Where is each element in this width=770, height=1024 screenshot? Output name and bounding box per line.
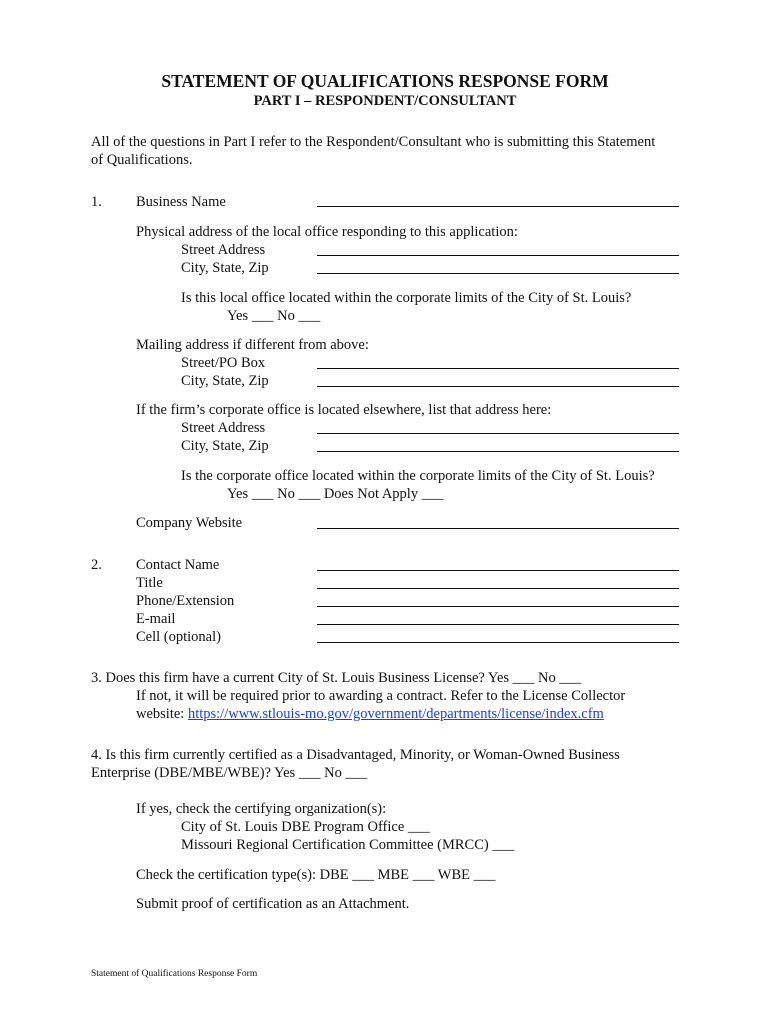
email-field[interactable]: [317, 624, 679, 625]
certification-type-options[interactable]: Check the certification type(s): DBE ___ MBE ___ WBE ___: [136, 867, 496, 883]
phone-extension-label: Phone/Extension: [136, 593, 235, 609]
license-website-line: [136, 705, 604, 723]
local-office-limits-question: Is this local office located within the corporate limits of the City of St. Louis?: [181, 290, 632, 306]
contact-name-label: Contact Name: [136, 557, 220, 573]
corporate-city-state-zip-field[interactable]: [317, 451, 679, 452]
form-title: STATEMENT OF QUALIFICATIONS RESPONSE FORM: [161, 71, 609, 91]
corporate-street-address-label: Street Address: [181, 420, 266, 436]
question-1-number: 1.: [91, 194, 102, 210]
mrcc-option[interactable]: Missouri Regional Certification Committee (MRCC) ___: [181, 837, 515, 853]
cell-label: Cell (optional): [136, 629, 221, 645]
form-subtitle: PART I – RESPONDENT/CONSULTANT: [253, 93, 517, 109]
corporate-city-state-zip-label: City, State, Zip: [181, 438, 269, 454]
corporate-office-heading: If the firm’s corporate office is located elsewhere, list that address here:: [136, 402, 552, 418]
dbe-program-office-option[interactable]: City of St. Louis DBE Program Office ___: [181, 819, 430, 835]
mailing-city-state-zip-field[interactable]: [317, 386, 679, 387]
website-label: website:: [136, 706, 185, 722]
page-footer: Statement of Qualifications Response Form: [91, 969, 258, 979]
street-address-label: Street Address: [181, 242, 266, 258]
corporate-street-address-field[interactable]: [317, 433, 679, 434]
business-name-label: Business Name: [136, 194, 226, 210]
phone-extension-field[interactable]: [317, 606, 679, 607]
company-website-field[interactable]: [317, 528, 679, 529]
city-state-zip-field[interactable]: [317, 273, 679, 274]
mailing-address-heading: Mailing address if different from above:: [136, 337, 369, 353]
contact-name-field[interactable]: [317, 570, 679, 571]
email-label: E-mail: [136, 611, 176, 627]
company-website-label: Company Website: [136, 515, 243, 531]
certifying-organization-heading: If yes, check the certifying organization(s):: [136, 801, 387, 817]
intro-text-line1: All of the questions in Part I refer to the Respondent/Consultant who is submitting this Statement: [91, 134, 656, 150]
license-requirement-text: If not, it will be required prior to awarding a contract. Refer to the License Collector: [136, 688, 626, 704]
street-po-box-label: Street/PO Box: [181, 355, 266, 371]
license-collector-link[interactable]: https://www.stlouis-mo.gov/government/departments/license/index.cfm: [187, 706, 604, 722]
street-po-box-field[interactable]: [317, 368, 679, 369]
corporate-office-limits-question: Is the corporate office located within the corporate limits of the City of St. Louis?: [181, 468, 655, 484]
city-state-zip-label: City, State, Zip: [181, 260, 269, 276]
local-office-limits-options[interactable]: Yes ___ No ___: [227, 308, 321, 324]
intro-text-line2: of Qualifications.: [91, 152, 193, 168]
title-field[interactable]: [317, 588, 679, 589]
question-4-options[interactable]: Enterprise (DBE/MBE/WBE)? Yes ___ No ___: [91, 765, 368, 781]
title-label: Title: [136, 575, 163, 591]
proof-of-certification-text: Submit proof of certification as an Attachment.: [136, 896, 410, 912]
street-address-field[interactable]: [317, 255, 679, 256]
question-4-certification: 4. Is this firm currently certified as a Disadvantaged, Minority, or Woman-Owned Business: [91, 747, 620, 763]
business-name-field[interactable]: [317, 206, 679, 207]
mailing-city-state-zip-label: City, State, Zip: [181, 373, 269, 389]
physical-address-heading: Physical address of the local office responding to this application:: [136, 224, 518, 240]
question-3-business-license[interactable]: 3. Does this firm have a current City of St. Louis Business License? Yes ___ No ___: [91, 670, 582, 686]
cell-field[interactable]: [317, 642, 679, 643]
question-2-number: 2.: [91, 557, 102, 573]
corporate-office-limits-options[interactable]: Yes ___ No ___ Does Not Apply ___: [227, 486, 444, 502]
